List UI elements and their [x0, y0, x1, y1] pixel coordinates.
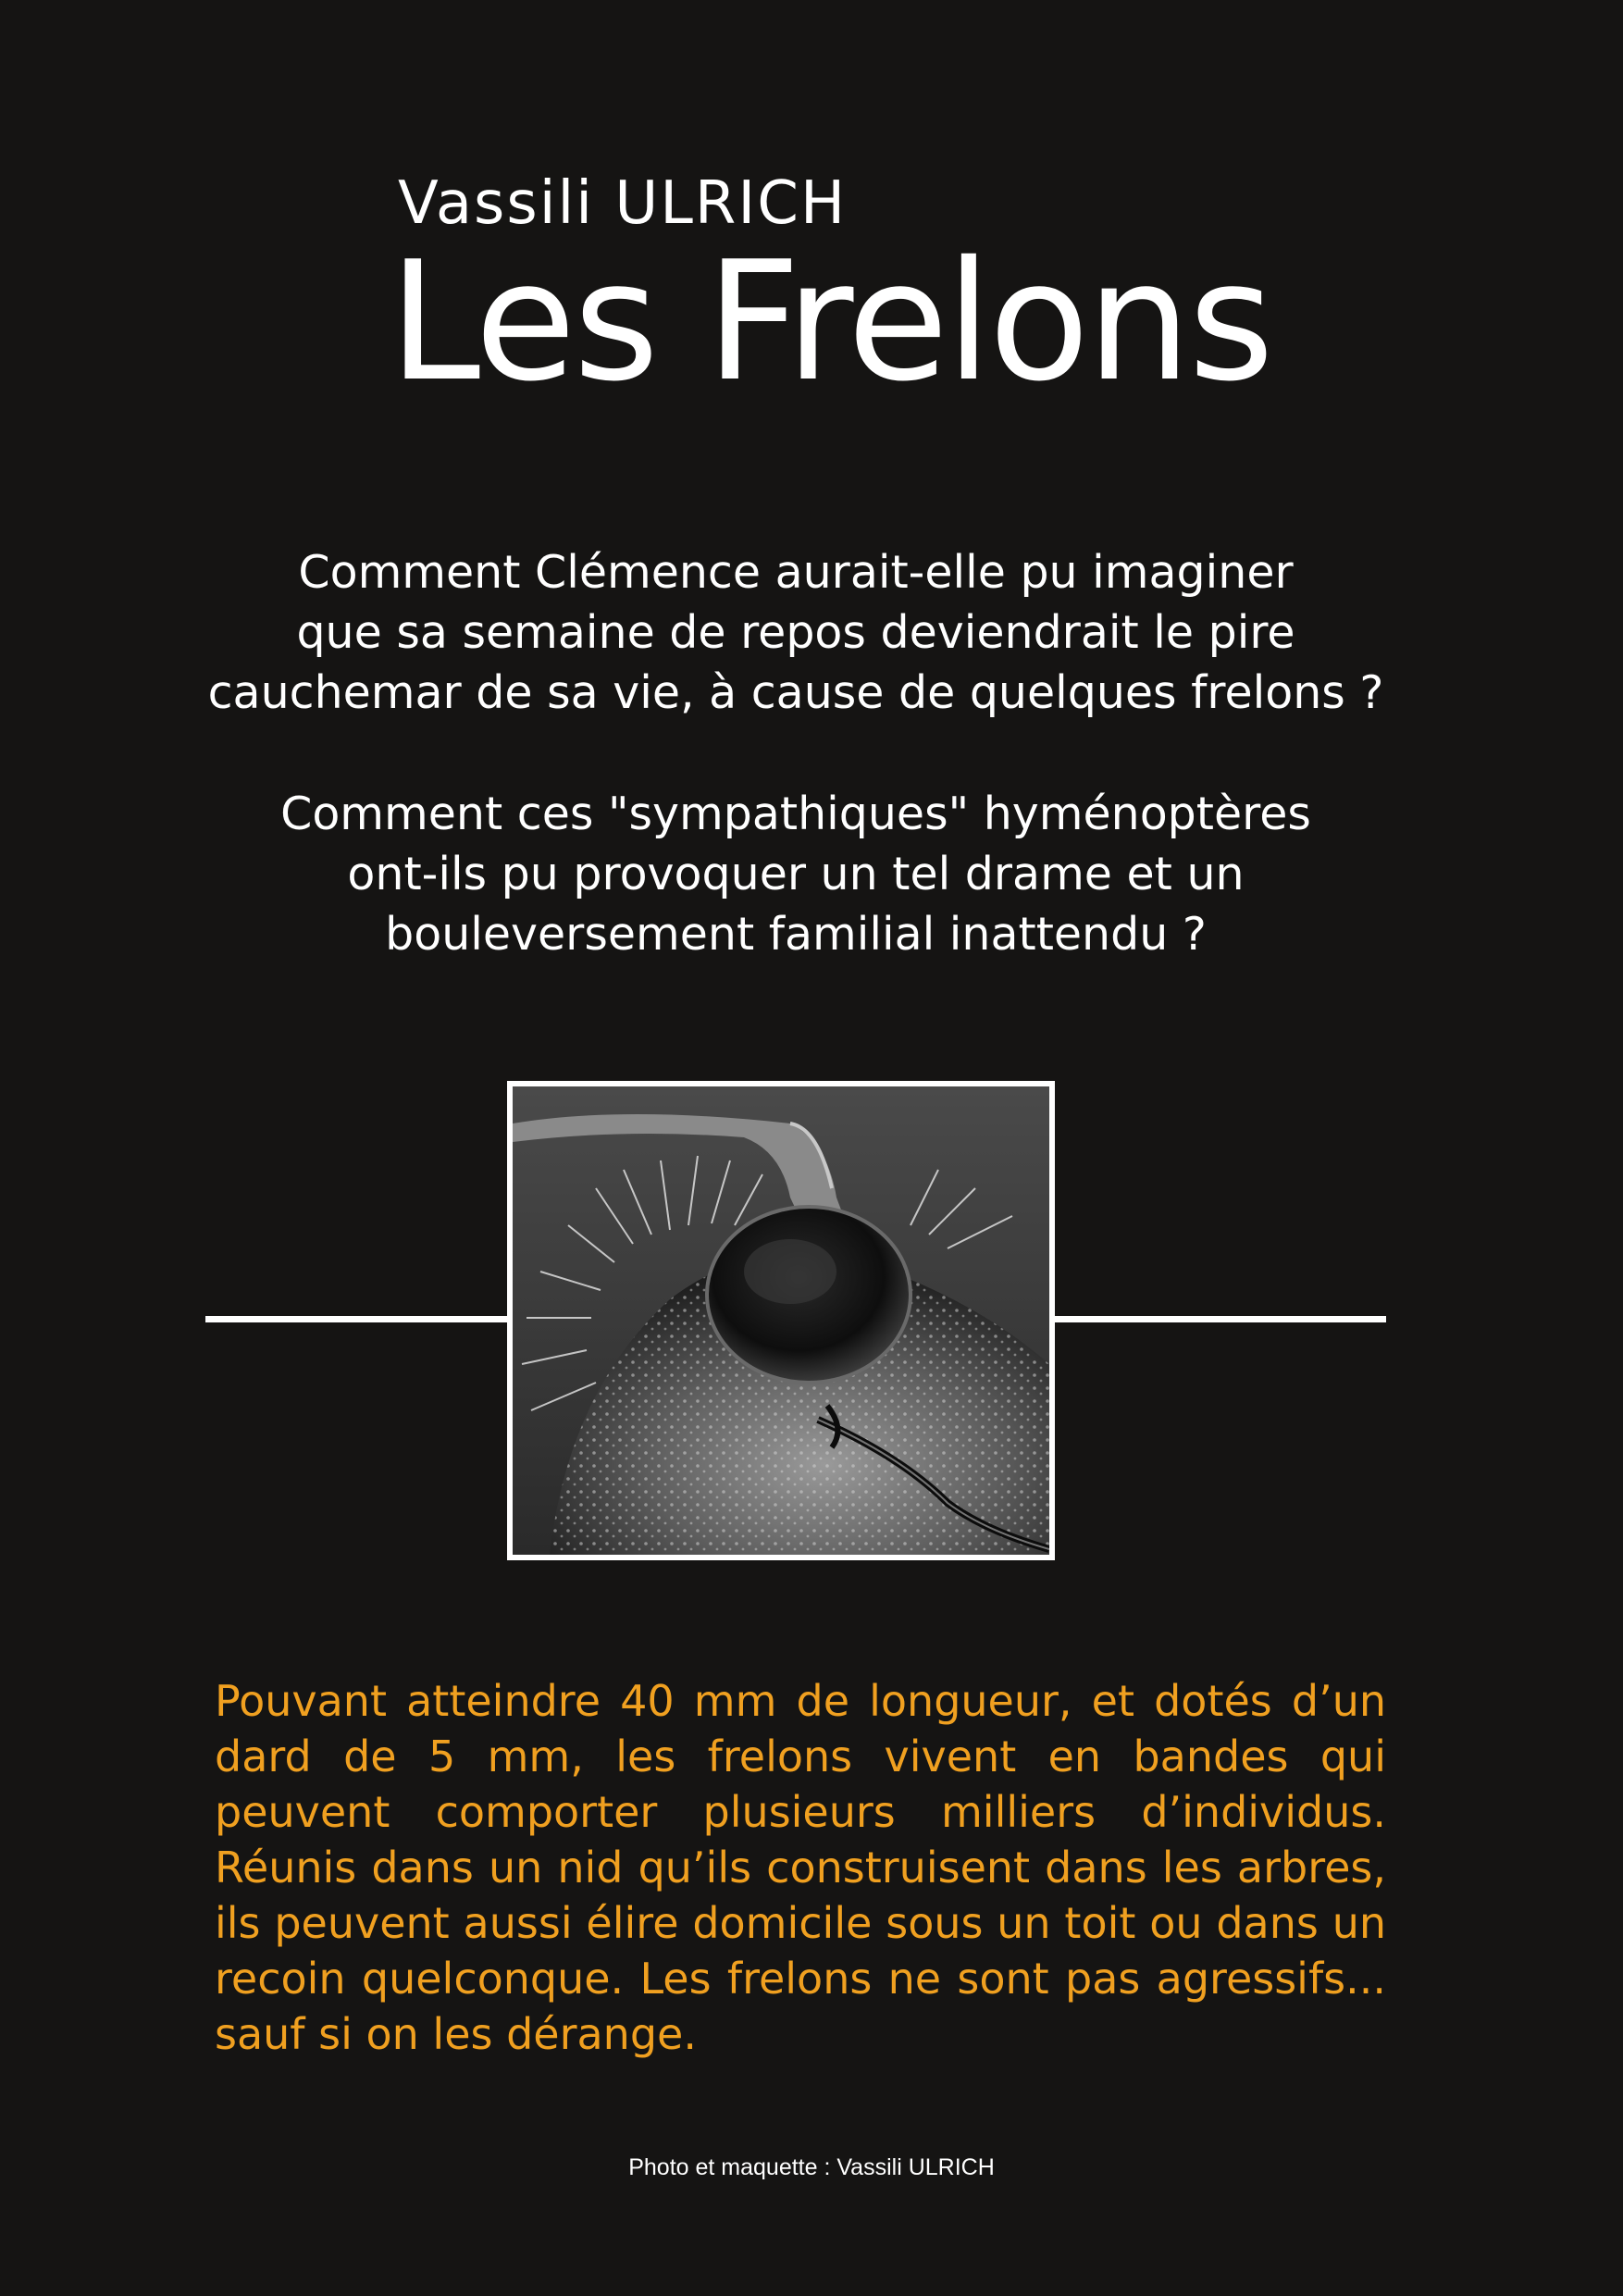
question-1-line-1: Comment Clémence aurait-elle pu imaginer — [298, 546, 1294, 599]
question-2-line-1: Comment ces "sympathiques" hyménoptères — [280, 788, 1311, 840]
hornet-head-illustration — [513, 1086, 1049, 1555]
hornet-photo — [507, 1081, 1055, 1560]
question-paragraph-1 — [139, 542, 1453, 723]
question-2-line-2: ont-ils pu provoquer un tel drame et un — [347, 848, 1245, 900]
question-1-line-2: que sa semaine de repos deviendrait le pire — [296, 606, 1295, 659]
photo-credit: Photo et maquette : Vassili ULRICH — [628, 2154, 995, 2180]
question-paragraph-2 — [139, 784, 1453, 964]
question-2-line-3: bouleversement familial inattendu ? — [385, 908, 1207, 961]
divider-left — [205, 1316, 509, 1322]
description-paragraph: Pouvant atteindre 40 mm de longueur, et dotés d’un dard de 5 mm, les frelons vivent en bandes qui peuvent comporter plusieurs milliers d’individus. Réunis dans un nid qu’ils construisent dans les arbres, ils peuvent aussi élire domicile sous un toit ou dans un recoin quelconque. Les frelons ne sont pas agressifs... sauf si on les dérange. — [215, 1676, 1386, 2059]
divider-right — [1051, 1316, 1386, 1322]
author-name: Vassili ULRICH — [398, 169, 848, 238]
question-1-line-3: cauchemar de sa vie, à cause de quelques frelons ? — [207, 666, 1384, 719]
book-title: Les Frelons — [389, 226, 1271, 417]
